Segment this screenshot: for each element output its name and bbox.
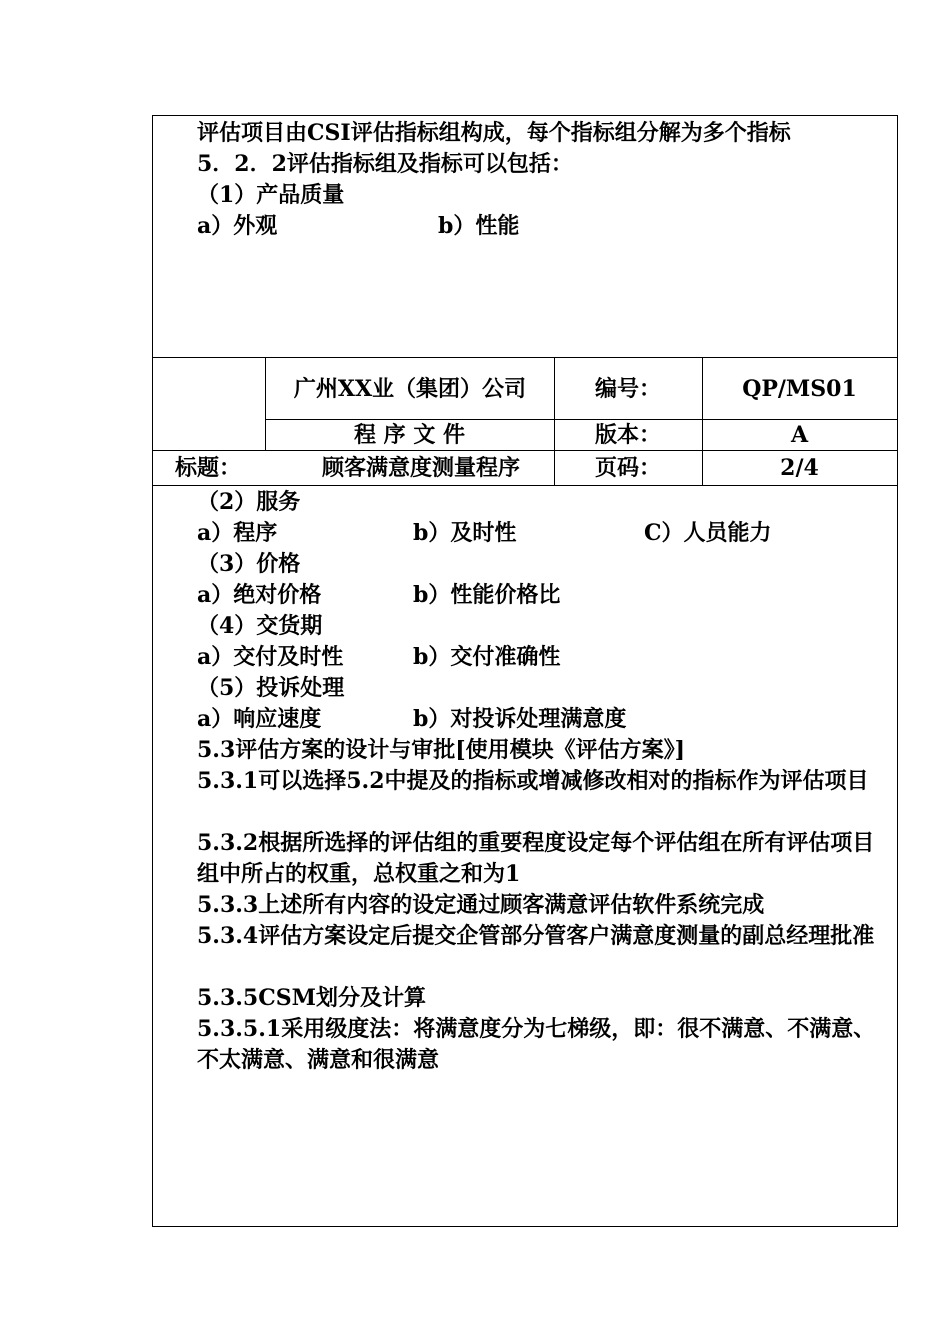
code-value: QP/MS01 — [742, 376, 857, 402]
top-line-4b: b）性能 — [438, 213, 520, 239]
paragraph-5-3-5: 5.3.5CSM划分及计算 — [197, 985, 426, 1011]
section-5-item-b: b）对投诉处理满意度 — [413, 706, 627, 732]
paragraph-5-3-4: 5.3.4评估方案设定后提交企管部分管客户满意度测量的副总经理批准 — [197, 923, 875, 949]
company-name: 广州XX业（集团）公司 — [293, 376, 527, 402]
paragraph-5-3-2: 5.3.2根据所选择的评估组的重要程度设定每个评估组在所有评估项目组中所占的权重，总权重之和为1 — [197, 830, 875, 887]
top-line-3: （1）产品质量 — [197, 182, 345, 208]
page-number: 2/4 — [780, 455, 819, 481]
page-label: 页码： — [594, 455, 661, 481]
code-label: 编号： — [594, 376, 661, 402]
version-label: 版本： — [594, 422, 661, 448]
document-page — [152, 115, 898, 1227]
top-line-2: 5．2．2评估指标组及指标可以包括： — [197, 151, 573, 177]
section-2-heading: （2）服务 — [197, 489, 301, 515]
section-2-item-c: C）人员能力 — [644, 520, 772, 546]
section-2-item-a: a）程序 — [197, 520, 278, 546]
section-4-heading: （4）交货期 — [197, 613, 323, 639]
paragraph-5-3: 5.3评估方案的设计与审批[使用模块《评估方案》] — [197, 737, 686, 763]
section-4-item-a: a）交付及时性 — [197, 644, 344, 670]
paragraph-5-3-3: 5.3.3上述所有内容的设定通过顾客满意评估软件系统完成 — [197, 892, 765, 918]
paragraph-5-3-5-1: 5.3.5.1采用级度法：将满意度分为七梯级，即：很不满意、不满意、不太满意、满意和很满意 — [197, 1016, 876, 1073]
section-3-heading: （3）价格 — [197, 551, 301, 577]
doc-type: 程 序 文 件 — [354, 422, 465, 448]
section-3-item-a: a）绝对价格 — [197, 582, 322, 608]
section-5-heading: （5）投诉处理 — [197, 675, 345, 701]
paragraph-5-3-1: 5.3.1可以选择5.2中提及的指标或增减修改相对的指标作为评估项目 — [197, 768, 869, 794]
section-4-item-b: b）交付准确性 — [413, 644, 561, 670]
title-label: 标题： — [175, 455, 242, 481]
section-5-item-a: a）响应速度 — [197, 706, 322, 732]
top-line-1: 评估项目由CSI评估指标组构成，每个指标组分解为多个指标 — [197, 120, 791, 146]
header-bottom-border — [153, 485, 897, 486]
title-value: 顾客满意度测量程序 — [321, 455, 520, 481]
top-line-4a: a）外观 — [197, 213, 278, 239]
section-3-item-b: b）性能价格比 — [413, 582, 561, 608]
section-2-item-b: b）及时性 — [413, 520, 517, 546]
version-value: A — [790, 422, 809, 448]
